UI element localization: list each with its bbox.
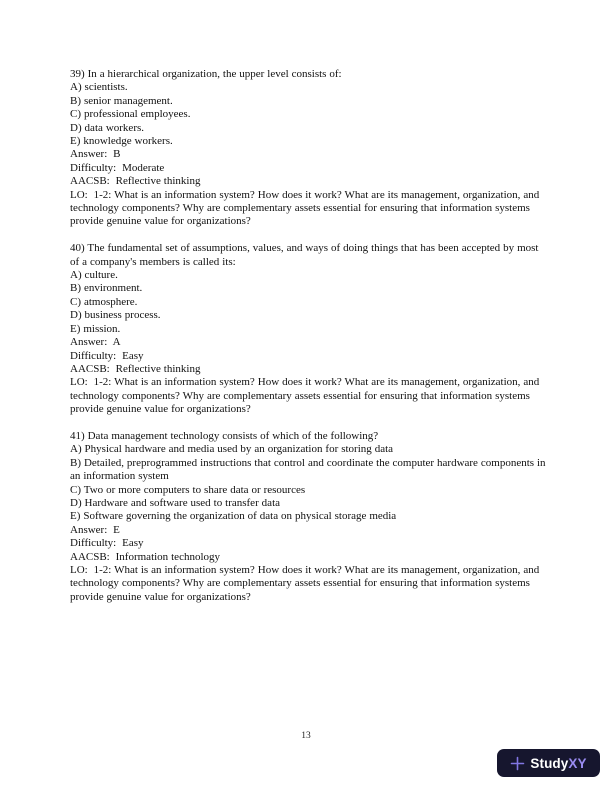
question-stem: 41) Data management technology consists of which of the following? <box>70 429 379 442</box>
answer-choice: A) Physical hardware and media used by an organization for storing data <box>70 443 394 456</box>
aacsb-line: AACSB: Reflective thinking <box>70 362 201 375</box>
aacsb-line: AACSB: Reflective thinking <box>70 175 201 188</box>
answer-choice: B) senior management. <box>70 94 173 107</box>
answer-choice: D) business process. <box>70 309 161 322</box>
question-stem: 39) In a hierarchical organization, the upper level consists of: <box>70 68 342 80</box>
question-stem: 40) The fundamental set of assumptions, values, and ways of doing things that has been accepted by most of a company's members is called its: <box>70 242 542 268</box>
difficulty-line: Difficulty: Moderate <box>70 161 165 174</box>
learning-objective-line: LO: 1-2: What is an information system? How does it work? What are its management, organization, and technology components? Why are complementary assets essential for ensuring that information systems provide genuine value for organizations? <box>70 188 543 228</box>
answer-choice: E) knowledge workers. <box>70 135 173 148</box>
answer-line: Answer: B <box>70 148 121 161</box>
answer-choice: E) mission. <box>70 322 121 335</box>
brand-name-primary: Study <box>530 755 569 771</box>
learning-objective-line: LO: 1-2: What is an information system? How does it work? What are its management, organization, and technology components? Why are complementary assets essential for ensuring that information systems provide genuine value for organizations? <box>70 376 543 416</box>
brand-name <box>530 756 586 771</box>
answer-choice: D) data workers. <box>70 121 145 134</box>
answer-choice: A) culture. <box>70 269 118 282</box>
studyxy-logo <box>497 749 600 777</box>
answer-line: Answer: A <box>70 336 121 349</box>
brand-name-accent: XY <box>568 755 587 771</box>
question-block-41 <box>70 430 548 604</box>
page-number: 13 <box>301 731 311 741</box>
answer-line: Answer: E <box>70 523 120 536</box>
question-block-39 <box>70 68 548 229</box>
document-content <box>70 68 548 604</box>
aacsb-line: AACSB: Information technology <box>70 550 221 563</box>
plus-icon <box>510 756 525 771</box>
answer-choice: E) Software governing the organization of data on physical storage media <box>70 510 397 523</box>
answer-choice: D) Hardware and software used to transfer data <box>70 496 281 509</box>
difficulty-line: Difficulty: Easy <box>70 537 144 550</box>
question-block-40 <box>70 242 548 416</box>
answer-choice: B) environment. <box>70 282 143 295</box>
difficulty-line: Difficulty: Easy <box>70 349 144 362</box>
answer-choice: C) Two or more computers to share data or resources <box>70 483 306 496</box>
answer-choice: C) atmosphere. <box>70 295 138 308</box>
answer-choice: C) professional employees. <box>70 108 191 121</box>
answer-choice: B) Detailed, preprogrammed instructions that control and coordinate the computer hardware components in an information system <box>70 456 549 483</box>
learning-objective-line: LO: 1-2: What is an information system? How does it work? What are its management, organization, and technology components? Why are complementary assets essential for ensuring that information systems provide genuine value for organizations? <box>70 564 543 603</box>
answer-choice: A) scientists. <box>70 81 128 94</box>
